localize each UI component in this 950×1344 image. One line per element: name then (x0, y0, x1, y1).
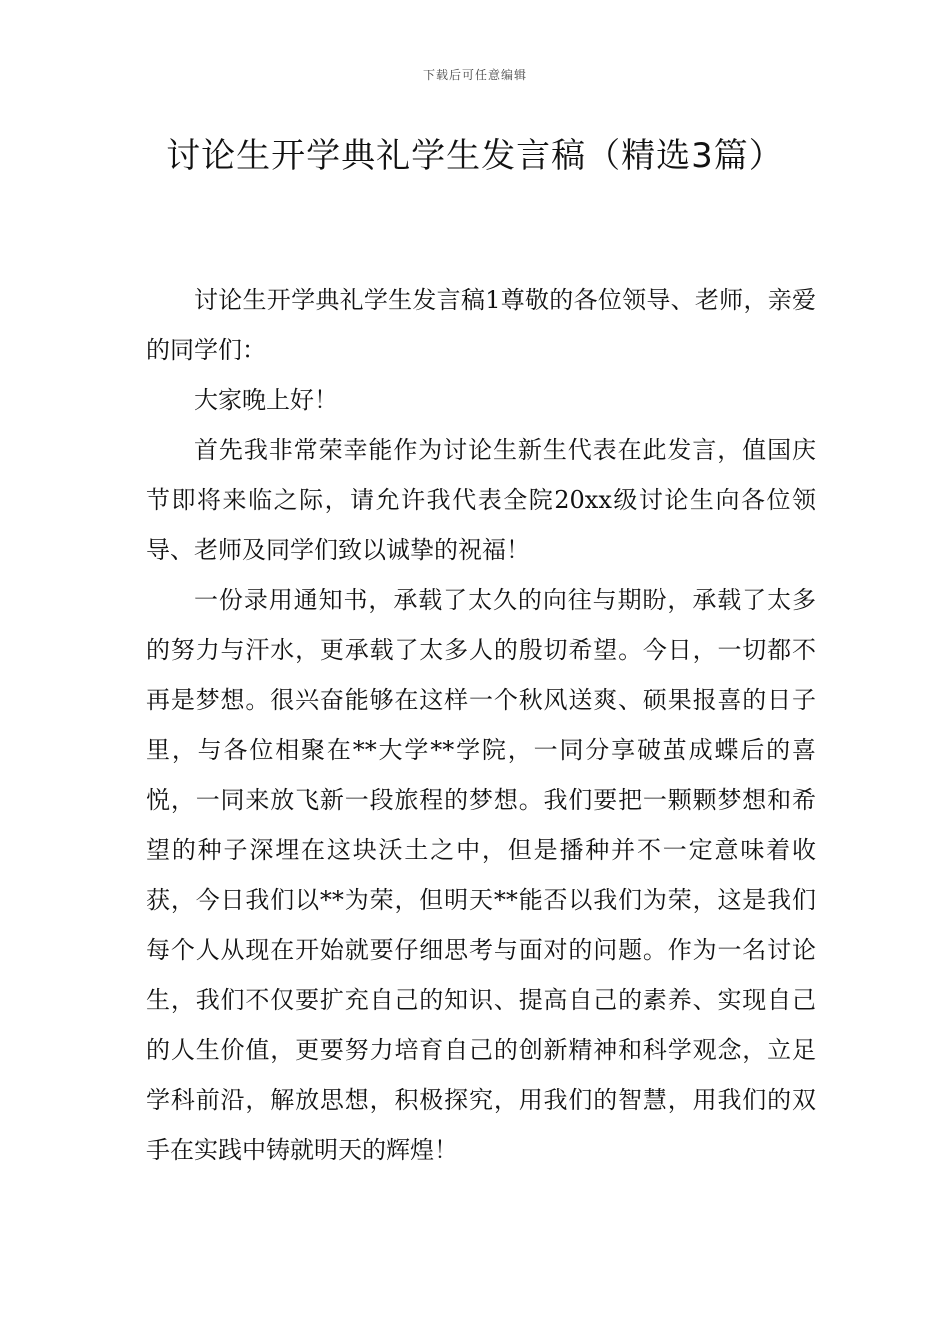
paragraph-greeting: 大家晚上好！ (194, 386, 338, 414)
paragraph-main: 一份录用通知书，承载了太久的向往与期盼，承载了太多的努力与汗水，更承载了太多人的殷切希望。今日，一切都不再是梦想。很兴奋能够在这样一个秋风送爽、硕果报喜的日子里，与各位相聚在**大学**学院，一同分享破茧成蝶后的喜悦，一同来放飞新一段旅程的梦想。我们要把一颗颗梦想和希望的种子深埋在这块沃土之中，但是播种并不一定意味着收获，今日我们以**为荣，但明天**能否以我们为荣，这是我们每个人从现在开始就要仔细思考与面对的问题。作为一名讨论生，我们不仅要扩充自己的知识、提高自己的素养、实现自己的人生价值，更要努力培育自己的创新精神和科学观念，立足学科前沿，解放思想，积极探究，用我们的智慧，用我们的双手在实践中铸就明天的辉煌！ (146, 586, 816, 1164)
header-note: 下载后可任意编辑 (422, 68, 527, 82)
document-body (146, 275, 816, 1175)
paragraph-intro: 首先我非常荣幸能作为讨论生新生代表在此发言，值国庆节即将来临之际，请允许我代表全院20xx级讨论生向各位领导、老师及同学们致以诚挚的祝福！ (146, 436, 816, 564)
paragraph-salutation: 讨论生开学典礼学生发言稿1尊敬的各位领导、老师，亲爱的同学们： (146, 286, 816, 364)
document-title: 讨论生开学典礼学生发言稿（精选3篇） (166, 136, 784, 176)
